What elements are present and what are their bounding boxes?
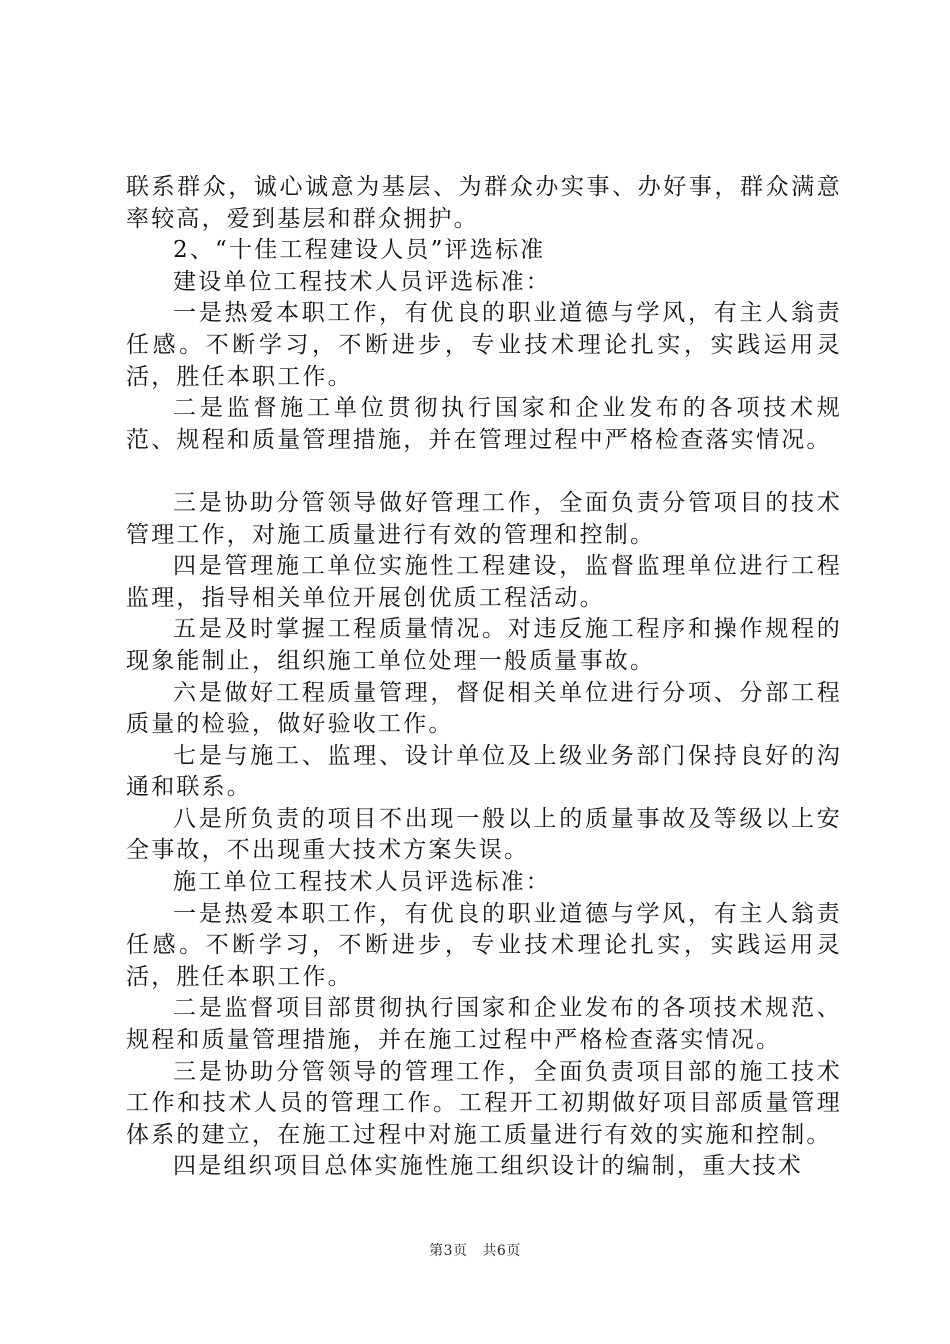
contractor-criterion-4: 四是组织项目总体实施性施工组织设计的编制，重大技术: [173, 1153, 803, 1180]
criterion-2: 二是监督施工单位贯彻执行国家和企业发布的各项技术规范、规程和质量管理措施，并在管理过程中严格检查落实情况。: [126, 395, 842, 453]
page-number-current: 第3页: [429, 1243, 468, 1259]
subsection-heading-construction-unit: 建设单位工程技术人员评选标准：: [173, 268, 551, 295]
criterion-1: 一是热爱本职工作，有优良的职业道德与学风，有主人翁责任感。不断学习，不断进步，专业技术理论扎实，实践运用灵活，胜任本职工作。: [126, 300, 842, 390]
page-footer: [0, 1240, 950, 1260]
contractor-criterion-2: 二是监督项目部贯彻执行国家和企业发布的各项技术规范、规程和质量管理措施，并在施工过程中严格检查落实情况。: [126, 995, 842, 1054]
criterion-8: 八是所负责的项目不出现一般以上的质量事故及等级以上安全事故，不出现重大技术方案失误。: [126, 805, 842, 864]
subsection-heading-construction-contractor: 施工单位工程技术人员评选标准：: [173, 869, 551, 896]
page-number-separator: [473, 1243, 478, 1259]
criterion-5: 五是及时掌握工程质量情况。对违反施工程序和操作规程的现象能制止，组织施工单位处理一般质量事故。: [126, 616, 842, 674]
criterion-6: 六是做好工程质量管理，督促相关单位进行分项、分部工程质量的检验，做好验收工作。: [126, 679, 842, 738]
page-number-total: 共6页: [482, 1243, 521, 1259]
criterion-7: 七是与施工、监理、设计单位及上级业务部门保持良好的沟通和联系。: [126, 742, 842, 801]
section-heading: 2、“十佳工程建设人员”评选标准: [173, 237, 546, 264]
contractor-criterion-3: 三是协助分管领导的管理工作，全面负责项目部的施工技术工作和技术人员的管理工作。工程开工初期做好项目部质量管理体系的建立，在施工过程中对施工质量进行有效的实施和控制。: [126, 1058, 842, 1148]
document-body: [126, 172, 842, 1183]
contractor-criterion-1: 一是热爱本职工作，有优良的职业道德与学风，有主人翁责任感。不断学习，不断进步，专业技术理论扎实，实践运用灵活，胜任本职工作。: [126, 900, 842, 990]
criterion-4: 四是管理施工单位实施性工程建设，监督监理单位进行工程监理，指导相关单位开展创优质工程活动。: [126, 553, 842, 611]
paragraph-1: 联系群众，诚心诚意为基层、为群众办实事、办好事，群众满意率较高，爱到基层和群众拥护。: [126, 174, 842, 232]
paragraph-gap: [126, 456, 842, 488]
criterion-3: 三是协助分管领导做好管理工作，全面负责分管项目的技术管理工作，对施工质量进行有效的管理和控制。: [126, 489, 842, 548]
